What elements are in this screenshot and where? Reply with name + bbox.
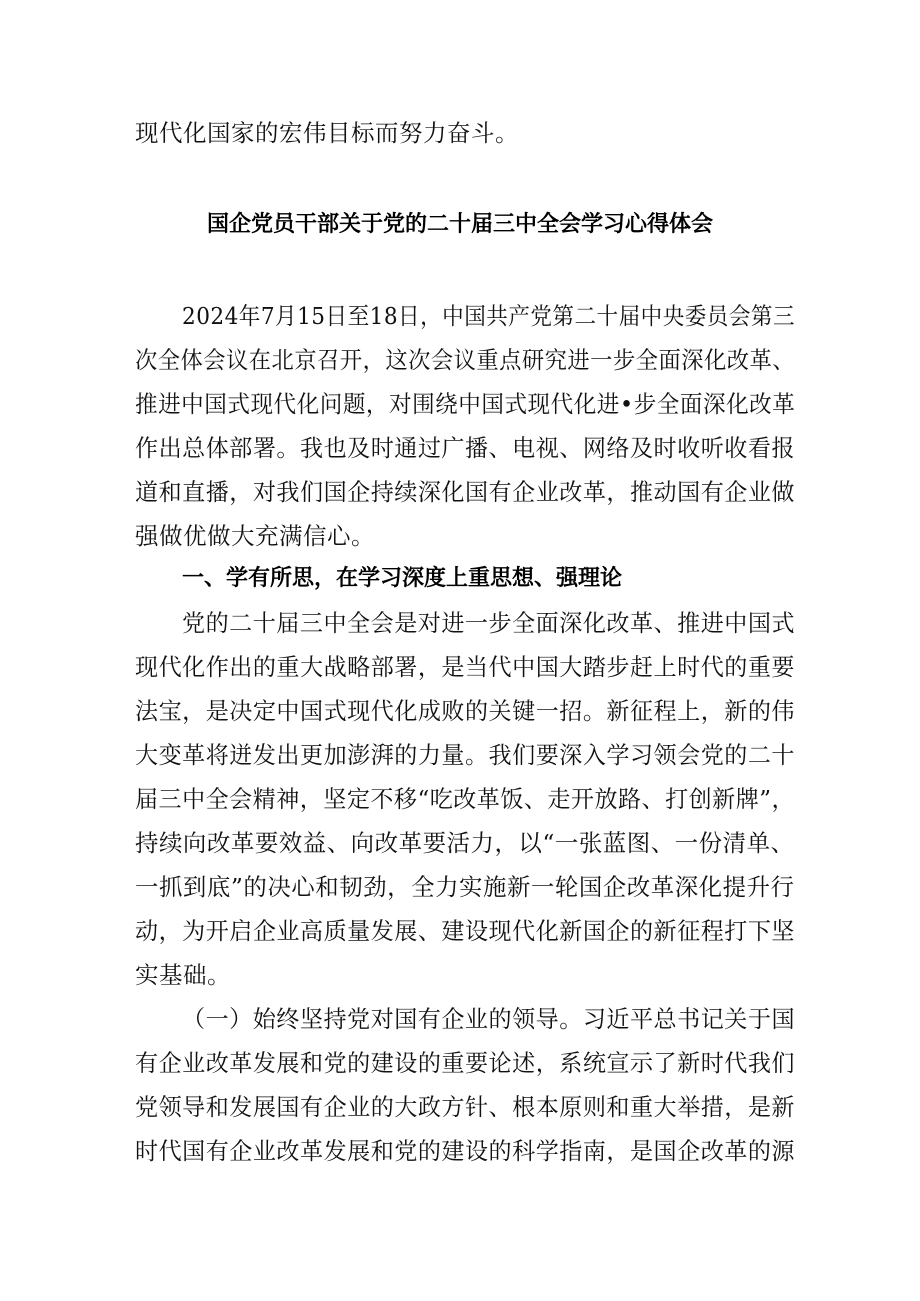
paragraph-2-line: 动，为开启企业高质量发展、建设现代化新国企的新征程打下坚 [135, 917, 795, 945]
paragraph-1-line: 2024年7月15日至18日，中国共产党第二十届中央委员会第三 [182, 302, 796, 330]
paragraph-2-line: 届三中全会精神，坚定不移“吃改革饭、走开放路、打创新牌”， [135, 785, 796, 813]
paragraph-2-line: 持续向改革要效益、向改革要活力，以“一张蓝图、一份清单、 [135, 829, 795, 857]
paragraph-1-line: 强做优做大充满信心。 [135, 522, 375, 550]
paragraph-1-line: 作出总体部署。我也及时通过广播、电视、网络及时收听收看报 [135, 434, 795, 462]
paragraph-1-line: 道和直播，对我们国企持续深化国有企业改革，推动国有企业做 [135, 478, 795, 506]
section-heading: 一、学有所思，在学习深度上重思想、强理论 [182, 566, 623, 591]
intro-line: 现代化国家的宏伟目标而努力奋斗。 [135, 119, 519, 147]
paragraph-1-line: 次全体会议在北京召开，这次会议重点研究进一步全面深化改革、 [135, 346, 796, 374]
paragraph-2-line: 现代化作出的重大战略部署，是当代中国大踏步赶上时代的重要 [135, 653, 795, 681]
paragraph-3-line: （一）始终坚持党对国有企业的领导。习近平总书记关于国 [182, 1005, 796, 1033]
paragraph-2-line: 党的二十届三中全会是对进一步全面深化改革、推进中国式 [182, 609, 796, 637]
document-title: 国企党员干部关于党的二十届三中全会学习心得体会 [206, 212, 713, 237]
paragraph-3-line: 有企业改革发展和党的建设的重要论述，系统宣示了新时代我们 [135, 1049, 795, 1077]
paragraph-3-line: 时代国有企业改革发展和党的建设的科学指南，是国企改革的源 [135, 1137, 795, 1165]
paragraph-2-line: 法宝，是决定中国式现代化成败的关键一招。新征程上，新的伟 [135, 697, 795, 725]
paragraph-2-line: 大变革将迸发出更加澎湃的力量。我们要深入学习领会党的二十 [135, 741, 795, 769]
paragraph-2-line: 一抓到底”的决心和韧劲，全力实施新一轮国企改革深化提升行 [135, 873, 795, 901]
paragraph-2-line: 实基础。 [135, 961, 231, 989]
paragraph-3-line: 党领导和发展国有企业的大政方针、根本原则和重大举措，是新 [135, 1093, 795, 1121]
paragraph-1-line: 推进中国式现代化问题，对围绕中国式现代化进•步全面深化改革 [135, 390, 796, 418]
